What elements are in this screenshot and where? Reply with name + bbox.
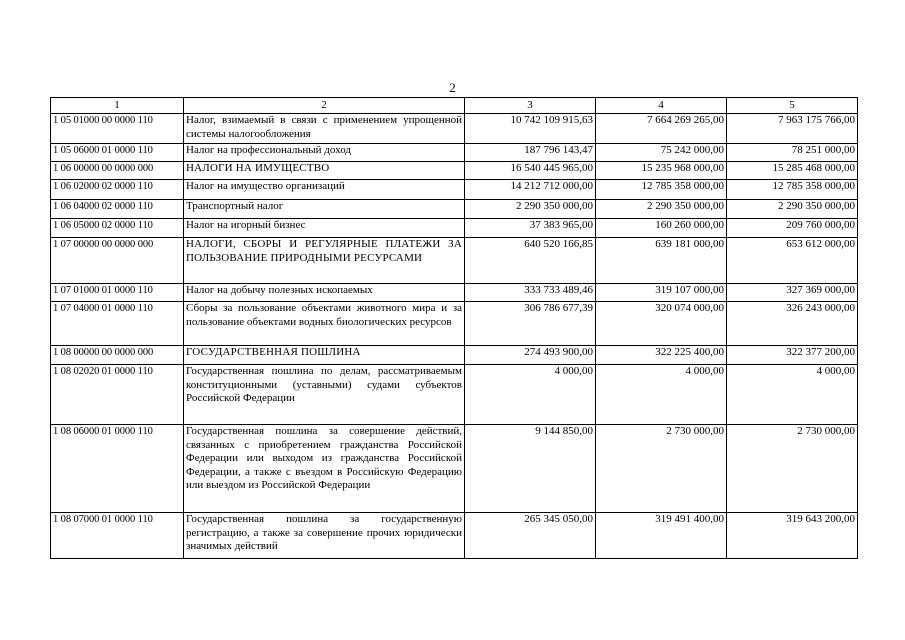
- row-value-1: 37 383 965,00: [465, 219, 596, 238]
- row-value-1: 187 796 143,47: [465, 144, 596, 162]
- row-value-3: 2 290 350 000,00: [727, 200, 858, 219]
- table-row: [51, 162, 858, 180]
- table-row: [51, 365, 858, 425]
- row-name: НАЛОГИ, СБОРЫ И РЕГУЛЯРНЫЕ ПЛАТЕЖИ ЗА ПОЛЬЗОВАНИЕ ПРИРОДНЫМИ РЕСУРСАМИ: [184, 238, 465, 284]
- row-value-1: 640 520 166,85: [465, 238, 596, 284]
- table-row: [51, 425, 858, 513]
- row-value-2: 319 107 000,00: [596, 284, 727, 302]
- row-value-2: 75 242 000,00: [596, 144, 727, 162]
- row-value-2: 160 260 000,00: [596, 219, 727, 238]
- table-row: [51, 200, 858, 219]
- row-value-2: 12 785 358 000,00: [596, 180, 727, 200]
- row-value-3: 322 377 200,00: [727, 346, 858, 365]
- row-value-1: 14 212 712 000,00: [465, 180, 596, 200]
- table-row: [51, 238, 858, 284]
- row-value-3: 327 369 000,00: [727, 284, 858, 302]
- row-value-2: 639 181 000,00: [596, 238, 727, 284]
- row-name: Налог на имущество организаций: [184, 180, 465, 200]
- table-row: [51, 219, 858, 238]
- row-value-3: 4 000,00: [727, 365, 858, 425]
- table-row: [51, 346, 858, 365]
- row-code: 1 08 00000 00 0000 000: [51, 346, 184, 365]
- row-value-2: 2 290 350 000,00: [596, 200, 727, 219]
- row-code: 1 06 00000 00 0000 000: [51, 162, 184, 180]
- row-value-1: 333 733 489,46: [465, 284, 596, 302]
- table-header-row: [51, 98, 858, 114]
- table-row: [51, 180, 858, 200]
- row-value-3: 653 612 000,00: [727, 238, 858, 284]
- row-code: 1 06 02000 02 0000 110: [51, 180, 184, 200]
- table-row: [51, 302, 858, 346]
- row-value-1: 2 290 350 000,00: [465, 200, 596, 219]
- row-value-2: 4 000,00: [596, 365, 727, 425]
- table-row: [51, 513, 858, 559]
- table-row: [51, 284, 858, 302]
- row-value-1: 265 345 050,00: [465, 513, 596, 559]
- table-row: [51, 144, 858, 162]
- header-cell-value-2: 4: [596, 98, 727, 114]
- row-value-1: 9 144 850,00: [465, 425, 596, 513]
- page-number: 2: [449, 80, 456, 95]
- row-value-1: 274 493 900,00: [465, 346, 596, 365]
- row-value-3: 15 285 468 000,00: [727, 162, 858, 180]
- row-code: 1 06 04000 02 0000 110: [51, 200, 184, 219]
- header-cell-value-3: 5: [727, 98, 858, 114]
- row-code: 1 08 07000 01 0000 110: [51, 513, 184, 559]
- row-name: Налог, взимаемый в связи с применением упрощенной системы налогообложения: [184, 114, 465, 144]
- table-row: [51, 114, 858, 144]
- row-value-2: 15 235 968 000,00: [596, 162, 727, 180]
- row-code: 1 05 06000 01 0000 110: [51, 144, 184, 162]
- row-code: 1 06 05000 02 0000 110: [51, 219, 184, 238]
- header-cell-value-1: 3: [465, 98, 596, 114]
- row-code: 1 07 01000 01 0000 110: [51, 284, 184, 302]
- row-name: Сборы за пользование объектами животного мира и за пользование объектами водных биологических ресурсов: [184, 302, 465, 346]
- row-value-2: 322 225 400,00: [596, 346, 727, 365]
- row-value-3: 12 785 358 000,00: [727, 180, 858, 200]
- row-code: 1 05 01000 00 0000 110: [51, 114, 184, 144]
- row-value-2: 7 664 269 265,00: [596, 114, 727, 144]
- header-cell-name: 2: [184, 98, 465, 114]
- row-value-3: 319 643 200,00: [727, 513, 858, 559]
- row-name: Государственная пошлина за совершение действий, связанных с приобретением гражданства Российской Федерации или выходом из гражданства Российской Федерации, а также с въездом в Российскую Федерацию или выездом из Российской Федерации: [184, 425, 465, 513]
- row-value-3: 209 760 000,00: [727, 219, 858, 238]
- budget-revenue-table: [50, 97, 858, 559]
- row-value-3: 78 251 000,00: [727, 144, 858, 162]
- row-name: Налог на профессиональный доход: [184, 144, 465, 162]
- header-cell-code: 1: [51, 98, 184, 114]
- row-value-3: 2 730 000,00: [727, 425, 858, 513]
- row-value-2: 320 074 000,00: [596, 302, 727, 346]
- row-name: ГОСУДАРСТВЕННАЯ ПОШЛИНА: [184, 346, 465, 365]
- row-value-1: 306 786 677,39: [465, 302, 596, 346]
- row-name: Транспортный налог: [184, 200, 465, 219]
- row-value-3: 7 963 175 766,00: [727, 114, 858, 144]
- row-value-3: 326 243 000,00: [727, 302, 858, 346]
- row-value-1: 10 742 109 915,63: [465, 114, 596, 144]
- row-name: Государственная пошлина по делам, рассматриваемым конституционными (уставными) судами субъектов Российской Федерации: [184, 365, 465, 425]
- row-value-2: 2 730 000,00: [596, 425, 727, 513]
- row-value-2: 319 491 400,00: [596, 513, 727, 559]
- row-value-1: 16 540 445 965,00: [465, 162, 596, 180]
- row-value-1: 4 000,00: [465, 365, 596, 425]
- row-code: 1 07 00000 00 0000 000: [51, 238, 184, 284]
- row-name: НАЛОГИ НА ИМУЩЕСТВО: [184, 162, 465, 180]
- row-name: Государственная пошлина за государственную регистрацию, а также за совершение прочих юридически значимых действий: [184, 513, 465, 559]
- row-name: Налог на игорный бизнес: [184, 219, 465, 238]
- row-code: 1 07 04000 01 0000 110: [51, 302, 184, 346]
- row-name: Налог на добычу полезных ископаемых: [184, 284, 465, 302]
- row-code: 1 08 02020 01 0000 110: [51, 365, 184, 425]
- row-code: 1 08 06000 01 0000 110: [51, 425, 184, 513]
